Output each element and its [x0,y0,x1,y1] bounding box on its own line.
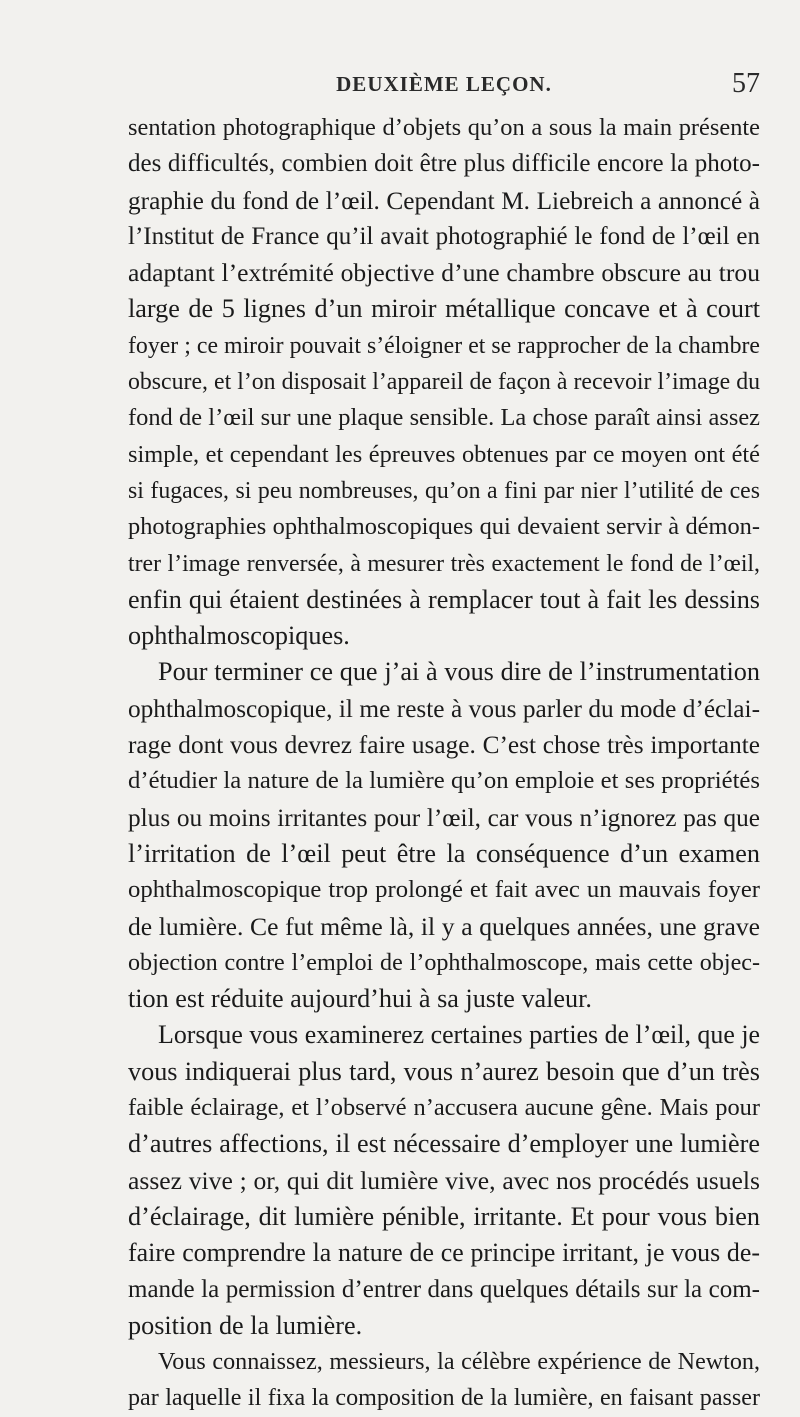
text-line: d’autres affections, il est nécessaire d’employer une lumière [128,1129,760,1159]
body-text [128,110,760,1417]
text-line: de lumière. Ce fut même là, il y a quelques années, une grave [128,911,760,941]
text-line: fond de l’œil sur une plaque sensible. La chose paraît ainsi assez [128,404,760,432]
text-line: position de la lumière. [128,1310,363,1340]
text-line: vous indiquerai plus tard, vous n’aurez besoin que d’un très [128,1056,760,1086]
text-line: mande la permission d’entrer dans quelques détails sur la com- [128,1275,760,1303]
text-line: obscure, et l’on disposait l’appareil de façon à recevoir l’image du [128,369,760,396]
text-line: par laquelle il fixa la composition de la lumière, en faisant passer [128,1385,760,1412]
text-line: d’étudier la nature de la lumière qu’on emploie et ses propriétés [128,767,760,795]
page-number: 57 [732,68,760,99]
text-line: ophthalmoscopiques. [128,621,350,651]
text-line: sentation photographique d’objets qu’on a sous la main présente [128,114,760,141]
text-line: faible éclairage, et l’observé n’accusera aucune gêne. Mais pour [128,1094,760,1122]
text-line: l’Institut de France qu’il avait photographié le fond de l’œil en [128,222,760,250]
text-line: assez vive ; or, qui dit lumière vive, avec nos procédés usuels [128,1165,760,1195]
text-line: enfin qui étaient destinées à remplacer tout à fait les dessins [128,584,760,614]
text-line: simple, et cependant les épreuves obtenues par ce moyen ont été [128,440,760,468]
text-line: l’irritation de l’œil peut être la conséquence d’un examen [128,838,760,868]
text-line: graphie du fond de l’œil. Cependant M. Liebreich a annoncé à [128,186,760,215]
text-line: adaptant l’extrémité objective d’une chambre obscure au trou [128,258,760,288]
text-line: Vous connaissez, messieurs, la célèbre expérience de Newton, [158,1349,760,1376]
text-line: faire comprendre la nature de ce principe irritant, je vous de- [128,1238,760,1268]
text-line: Lorsque vous examinerez certaines parties de l’œil, que je [158,1020,760,1050]
text-line: Pour terminer ce que j’ai à vous dire de l’instrumentation [158,657,760,687]
text-line: ophthalmoscopique, il me reste à vous parler du mode d’éclai- [128,694,760,723]
text-line: objection contre l’emploi de l’ophthalmoscope, mais cette objec- [128,949,760,976]
text-line: foyer ; ce miroir pouvait s’éloigner et se rapprocher de la chambre [128,332,760,359]
page-header [128,68,760,112]
text-line: tion est réduite aujourd’hui à sa juste valeur. [128,984,592,1014]
text-line: trer l’image renversée, à mesurer très exactement le fond de l’œil, [128,550,760,577]
text-line: large de 5 lignes d’un miroir métallique concave et à court [128,294,760,324]
text-line: d’éclairage, dit lumière pénible, irritante. Et pour vous bien [128,1201,760,1231]
text-line: rage dont vous devrez faire usage. C’est chose très importante [128,731,760,760]
text-line: ophthalmoscopique trop prolongé et fait avec un mauvais foyer [128,876,760,904]
text-line: photographies ophthalmoscopiques qui devaient servir à démon- [128,513,760,541]
text-line: si fugaces, si peu nombreuses, qu’on a fini par nier l’utilité de ces [128,477,760,504]
text-line: plus ou moins irritantes pour l’œil, car vous n’ignorez pas que [128,803,760,832]
running-title: DEUXIÈME LEÇON. [336,72,552,96]
text-line: des difficultés, combien doit être plus difficile encore la photo- [128,150,760,178]
